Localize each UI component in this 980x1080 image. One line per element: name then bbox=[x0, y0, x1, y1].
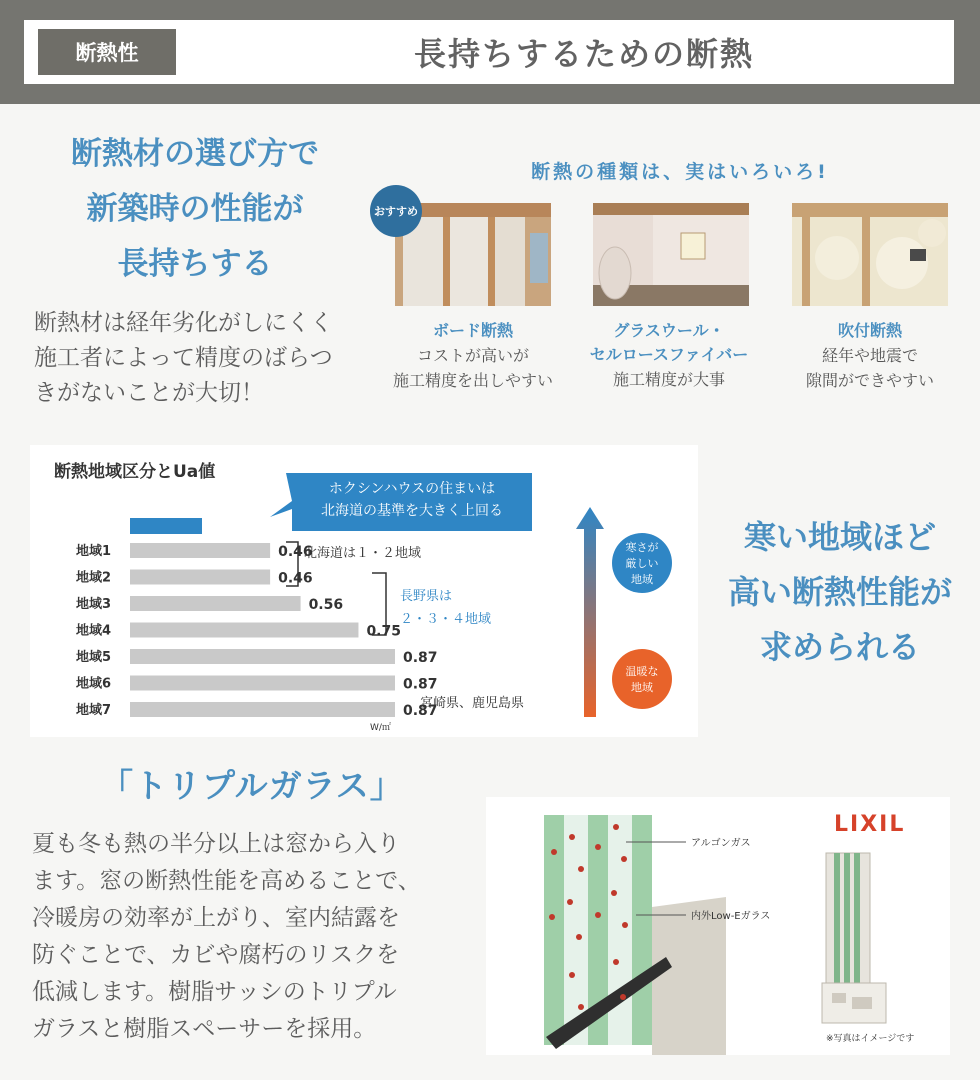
glass-wool-photo bbox=[593, 203, 749, 306]
headline bbox=[20, 127, 370, 292]
glass-text-line: 防ぐことで、カビや腐朽のリスクを bbox=[32, 942, 400, 968]
headline-line: 断熱材の選び方で bbox=[71, 136, 319, 172]
triple-glass-diagram bbox=[486, 797, 950, 1055]
callout-line: ホクシンハウスの住まいは bbox=[328, 481, 496, 497]
spray-foam-label: 吹付断熱 bbox=[837, 321, 902, 340]
headline-line: 長持ちする bbox=[117, 246, 273, 282]
intro-line: 断熱材は経年劣化がしにくく bbox=[34, 310, 333, 336]
gas-layer bbox=[564, 815, 588, 1045]
recommend-badge: おすすめ bbox=[370, 185, 422, 237]
bars-group bbox=[76, 543, 438, 719]
glass-text-line: 低減します。樹脂サッシのトリプル bbox=[32, 979, 397, 1005]
warm-region-badge bbox=[612, 649, 672, 709]
ua-chart-svg bbox=[30, 445, 698, 737]
kinds-title: 断熱の種類は、実はいろいろ! bbox=[531, 161, 829, 183]
ua-chart bbox=[30, 445, 698, 737]
callout-line: 北海道の基準を大きく上回る bbox=[321, 503, 503, 519]
category-label: 地域3 bbox=[76, 597, 112, 612]
category-label: 地域1 bbox=[76, 544, 112, 559]
hokushin-marker bbox=[130, 518, 202, 534]
category-label: 地域6 bbox=[76, 676, 112, 692]
category-label: 地域4 bbox=[76, 623, 112, 639]
value-label: 0.87 bbox=[403, 650, 438, 666]
lowe-glass-label: 内外Low-Eガラス bbox=[691, 911, 771, 922]
glass-wool-caption bbox=[569, 319, 769, 392]
cold-badge-text: 地域 bbox=[631, 573, 653, 586]
unit-label: W/㎡ bbox=[370, 723, 391, 733]
header-panel bbox=[24, 20, 954, 84]
caption-line: コストが高いが bbox=[416, 346, 529, 365]
annotation-nagano: 長野県は bbox=[400, 589, 453, 604]
header-bar bbox=[0, 0, 980, 104]
board-insulation-caption bbox=[373, 319, 573, 393]
bar bbox=[130, 570, 270, 585]
value-label: 0.56 bbox=[308, 597, 344, 613]
glass-pane bbox=[632, 815, 652, 1045]
annotation-nagano: ２・３・４地域 bbox=[400, 612, 492, 627]
caption-line: 施工精度が大事 bbox=[612, 370, 725, 389]
bar bbox=[130, 649, 395, 664]
cold-region-message bbox=[705, 510, 975, 675]
bar bbox=[130, 676, 395, 691]
caption-line: 隙間ができやすい bbox=[805, 371, 934, 390]
chart-title: 断熱地域区分とUa値 bbox=[54, 462, 216, 482]
lixil-logo: LIXIL bbox=[834, 812, 906, 837]
category-label: 地域2 bbox=[76, 570, 112, 586]
gas-layer bbox=[608, 815, 632, 1045]
bar bbox=[130, 702, 395, 717]
value-label: 0.46 bbox=[278, 544, 313, 560]
category-label: 地域5 bbox=[76, 650, 112, 665]
bar bbox=[130, 623, 358, 638]
value-label: 0.87 bbox=[403, 703, 438, 719]
cold-badge-text: 寒さが bbox=[625, 541, 659, 554]
caption-line: 経年や地震で bbox=[821, 346, 918, 365]
intro-line: 施工者によって精度のばらつ bbox=[34, 345, 333, 371]
category-tag: 断熱性 bbox=[38, 29, 176, 75]
cold-message-line: 高い断熱性能が bbox=[727, 573, 952, 611]
page-title: 長持ちするための断熱 bbox=[413, 35, 754, 73]
annotation-miyazaki: 宮崎県、鹿児島県 bbox=[420, 696, 525, 711]
caption-line: 施工精度を出しやすい bbox=[392, 371, 553, 390]
triple-glass-text bbox=[32, 826, 421, 1048]
cold-message-line: 寒い地域ほど bbox=[743, 518, 936, 556]
value-label: 0.75 bbox=[366, 623, 401, 640]
bar bbox=[130, 543, 270, 558]
cold-badge-text: 厳しい bbox=[625, 557, 659, 570]
spray-foam-photo bbox=[792, 203, 948, 306]
value-label: 0.46 bbox=[278, 570, 313, 587]
warm-badge-text: 地域 bbox=[631, 681, 653, 694]
annotation-hokkaido: 北海道は１・２地域 bbox=[304, 546, 422, 561]
triple-glass-figure bbox=[486, 797, 950, 1055]
intro-text bbox=[34, 306, 333, 411]
value-label: 0.87 bbox=[403, 676, 438, 693]
headline-line: 新築時の性能が bbox=[86, 191, 304, 227]
argon-gas-label: アルゴンガス bbox=[691, 838, 751, 849]
intro-line: きがないことが大切！ bbox=[34, 380, 264, 406]
glass-text-line: 夏も冬も熱の半分以上は窓から入り bbox=[32, 831, 400, 857]
glass-wool-label: セルロースファイバー bbox=[589, 345, 749, 364]
triple-glass-title: 「トリプルガラス」 bbox=[100, 766, 404, 805]
image-note: ※写真はイメージです bbox=[826, 1034, 915, 1044]
glass-text-line: ます。窓の断熱性能を高めることで、 bbox=[32, 868, 421, 894]
cold-message-line: 求められる bbox=[759, 628, 920, 666]
warm-badge-text: 温暖な bbox=[625, 665, 659, 678]
glass-wool-label: グラスウール・ bbox=[613, 321, 725, 340]
board-insulation-label: ボード断熱 bbox=[432, 321, 513, 340]
spray-foam-caption bbox=[770, 319, 970, 393]
cold-warm-arrow bbox=[576, 507, 604, 717]
bar bbox=[130, 596, 301, 611]
category-label: 地域7 bbox=[76, 703, 112, 718]
glass-text-line: ガラスと樹脂スペーサーを採用。 bbox=[32, 1016, 377, 1042]
glass-text-line: 冷暖房の効率が上がり、室内結露を bbox=[32, 905, 400, 931]
